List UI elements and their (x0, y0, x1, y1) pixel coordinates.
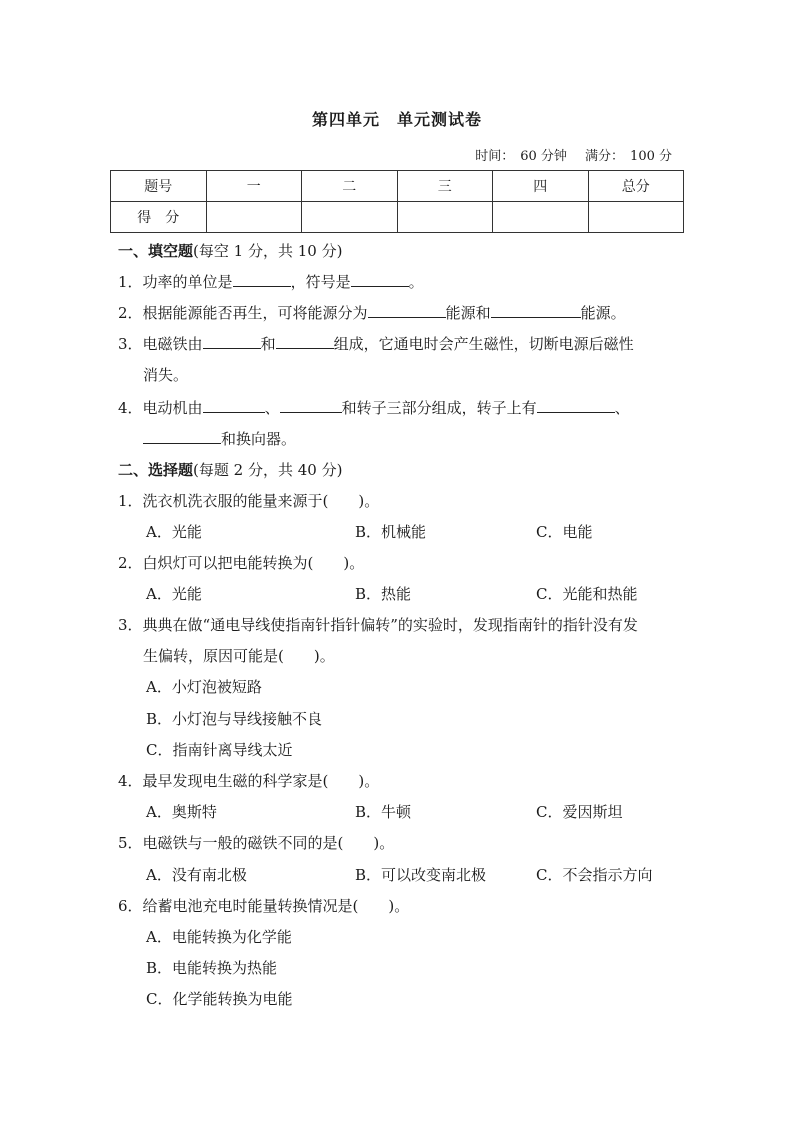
answer-blank[interactable] (368, 302, 446, 318)
time-value: 60 分钟 (520, 149, 567, 164)
question-choice-4: 4．最早发现电生磁的科学家是( )。 (118, 772, 380, 790)
answer-blank[interactable] (233, 271, 291, 287)
option-a[interactable]: A．光能 (146, 585, 202, 603)
question-choice-5: 5．电磁铁与一般的磁铁不同的是( )。 (118, 834, 395, 852)
score-table-header-row (111, 171, 684, 202)
option-c[interactable]: C．指南针离导线太近 (146, 741, 293, 759)
option-b[interactable]: B．机械能 (355, 523, 427, 541)
score-cell[interactable] (302, 202, 398, 233)
answer-blank[interactable] (537, 397, 615, 413)
answer-blank[interactable] (276, 333, 334, 349)
option-a[interactable]: A．小灯泡被短路 (146, 678, 262, 696)
question-fill-1: 1．功率的单位是 ，符号是 。 (118, 273, 424, 291)
option-c[interactable]: C．电能 (536, 523, 593, 541)
answer-blank[interactable] (203, 397, 265, 413)
question-choice-3: 3．典典在做“通电导线使指南针指针偏转”的实验时，发现指南针的指针没有发 (118, 616, 638, 634)
option-a[interactable]: A．奥斯特 (146, 803, 217, 821)
question-choice-3-continued: 生偏转，原因可能是( )。 (143, 647, 335, 665)
option-b[interactable]: B．牛顿 (355, 803, 412, 821)
answer-blank[interactable] (143, 428, 221, 444)
question-fill-4-continued: 和换向器。 (143, 428, 296, 449)
option-c[interactable]: C．不会指示方向 (536, 866, 653, 884)
question-choice-6: 6．给蓄电池充电时能量转换情况是( )。 (118, 897, 410, 915)
header-cell: 四 (493, 171, 589, 202)
question-fill-2: 2．根据能源能否再生，可将能源分为 能源和 能源。 (118, 304, 626, 322)
header-cell: 二 (302, 171, 398, 202)
header-cell: 总分 (588, 171, 684, 202)
question-fill-4: 4．电动机由 、 和转子三部分组成，转子上有 、 (118, 399, 630, 417)
option-b[interactable]: B．热能 (355, 585, 412, 603)
option-b[interactable]: B．可以改变南北极 (355, 866, 487, 884)
option-a[interactable]: A．光能 (146, 523, 202, 541)
score-cell[interactable] (206, 202, 302, 233)
score-cell[interactable] (588, 202, 684, 233)
header-cell: 一 (206, 171, 302, 202)
option-c[interactable]: C．光能和热能 (536, 585, 638, 603)
option-b[interactable]: B．小灯泡与导线接触不良 (146, 710, 323, 728)
option-a[interactable]: A．电能转换为化学能 (146, 928, 292, 946)
section-heading-multiple-choice: 二、选择题(每题 2 分，共 40 分) (118, 461, 343, 479)
answer-blank[interactable] (280, 397, 342, 413)
question-fill-3: 3．电磁铁由 和 组成，它通电时会产生磁性，切断电源后磁性 (118, 335, 634, 353)
score-row-label: 得 分 (111, 202, 207, 233)
question-choice-2: 2．白炽灯可以把电能转换为( )。 (118, 554, 365, 572)
answer-blank[interactable] (203, 333, 261, 349)
answer-blank[interactable] (351, 271, 409, 287)
option-a[interactable]: A．没有南北极 (146, 866, 247, 884)
header-cell: 题号 (111, 171, 207, 202)
section-heading-fill-blank: 一、填空题(每空 1 分，共 10 分) (118, 242, 343, 260)
answer-blank[interactable] (491, 302, 581, 318)
time-label: 时间： (475, 149, 515, 164)
exam-meta (469, 145, 672, 164)
full-score-label: 满分： (585, 149, 625, 164)
option-b[interactable]: B．电能转换为热能 (146, 959, 278, 977)
option-c[interactable]: C．化学能转换为电能 (146, 990, 293, 1008)
question-choice-1: 1．洗衣机洗衣服的能量来源于( )。 (118, 492, 380, 510)
full-score-value: 100 分 (630, 149, 672, 164)
header-cell: 三 (397, 171, 493, 202)
score-table (110, 170, 684, 233)
question-fill-3-continued: 消失。 (143, 366, 189, 384)
score-table-score-row (111, 202, 684, 233)
page-title: 第四单元 单元测试卷 (311, 110, 482, 129)
score-cell[interactable] (493, 202, 589, 233)
option-c[interactable]: C．爱因斯坦 (536, 803, 623, 821)
score-cell[interactable] (397, 202, 493, 233)
